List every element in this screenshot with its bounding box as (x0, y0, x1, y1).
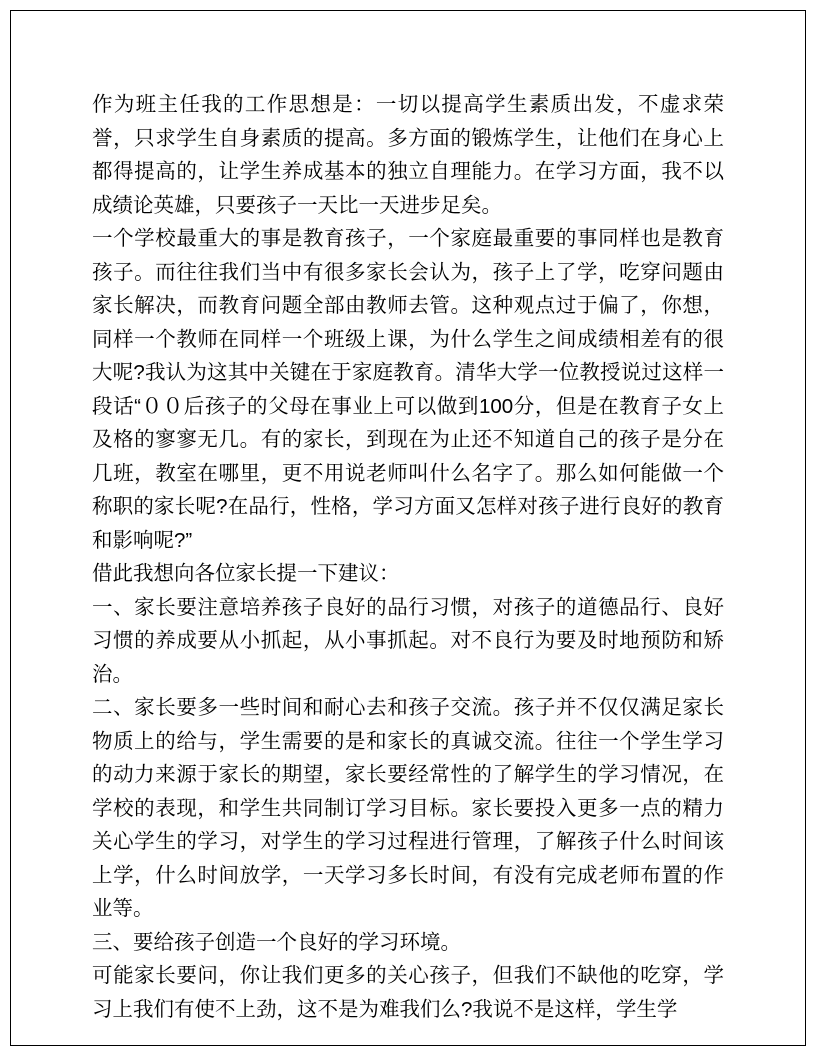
paragraph-1: 作为班主任我的工作思想是：一切以提高学生素质出发，不虚求荣誉，只求学生自身素质的提高。多方面的锻炼学生，让他们在身心上都得提高的，让学生养成基本的独立自理能力。在学习方面，我不以成绩论英雄，只要孩子一天比一天进步足矣。 (92, 93, 724, 217)
paragraph-2: 一个学校最重大的事是教育孩子，一个家庭最重要的事同样也是教育孩子。而往往我们当中有很多家长会认为，孩子上了学，吃穿问题由家长解决，而教育问题全部由教师去管。这种观点过于偏了，你想，同样一个教师在同样一个班级上课，为什么学生之间成绩相差有的很大呢?我认为这其中关键在于家庭教育。清华大学一位教授说过这样一段话“００后孩子的父母在事业上可以做到100分，但是在教育子女上及格的寥寥无几。有的家长，到现在为止还不知道自己的孩子是分在几班，教室在哪里，更不用说老师叫什么名字了。那么如何能做一个称职的家长呢?在品行，性格，学习方面又怎样对孩子进行良好的教育和影响呢?” (92, 227, 724, 552)
paragraph-4: 一、家长要注意培养孩子良好的品行习惯，对孩子的道德品行、良好习惯的养成要从小抓起，从小事抓起。对不良行为要及时地预防和矫治。 (92, 595, 724, 686)
paragraph-6: 三、要给孩子创造一个良好的学习环境。 (92, 930, 461, 954)
paragraph-7: 可能家长要问，你让我们更多的关心孩子，但我们不缺他的吃穿，学习上我们有使不上劲，这不是为难我们么?我说不是这样，学生学 (92, 964, 724, 1021)
paragraph-3: 借此我想向各位家长提一下建议： (92, 562, 400, 585)
document-body (92, 88, 724, 1026)
paragraph-5: 二、家长要多一些时间和耐心去和孩子交流。孩子并不仅仅满足家长物质上的给与，学生需要的是和家长的真诚交流。往往一个学生学习的动力来源于家长的期望，家长要经常性的了解学生的学习情况，在学校的表现，和学生共同制订学习目标。家长要投入更多一点的精力关心学生的学习，对学生的学习过程进行管理，了解孩子什么时间该上学，什么时间放学，一天学习多长时间，有没有完成老师布置的作业等。 (92, 696, 724, 920)
